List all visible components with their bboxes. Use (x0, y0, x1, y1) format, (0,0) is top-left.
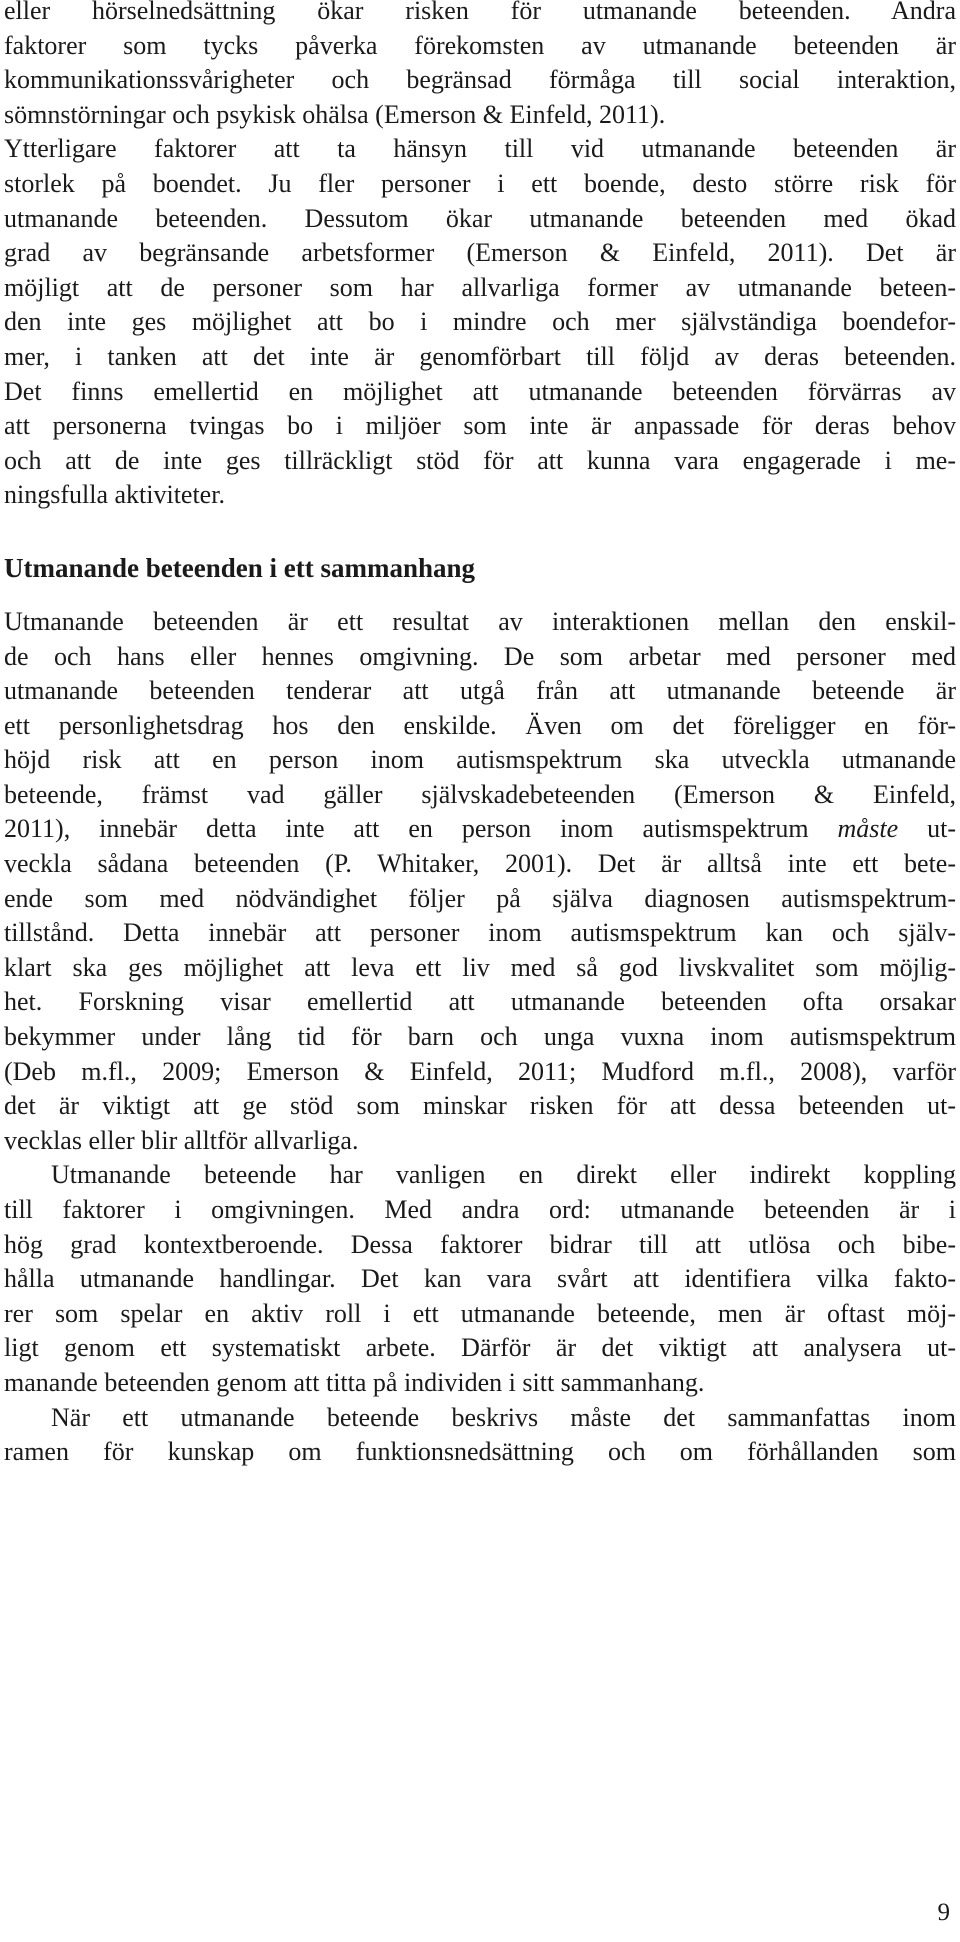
text-line: Utmanande beteende har vanligen en direkt eller indirekt koppling (51, 1160, 956, 1190)
document-page (4, 0, 956, 1470)
text-line: bekymmer under lång tid för barn och unga vuxna inom autismspektrum (4, 1022, 956, 1052)
text-line: sömnstörningar och psykisk ohälsa (Emerson & Einfeld, 2011). (4, 99, 666, 129)
text-line: höjd risk att en person inom autismspektrum ska utveckla utmanande (4, 745, 956, 775)
text-line: storlek på boendet. Ju fler personer i ett boende, desto större risk för (4, 168, 956, 198)
text-line: manande beteenden genom att titta på individen i sitt sammanhang. (4, 1367, 705, 1397)
text-line (4, 812, 956, 847)
paragraph-2 (4, 605, 956, 1159)
text-line: den inte ges möjlighet att bo i mindre och mer självständiga boendefor- (4, 307, 956, 337)
page-number: 9 (937, 1899, 950, 1926)
text-line: hålla utmanande handlingar. Det kan vara svårt att identifiera vilka fakto- (4, 1264, 956, 1294)
text-line: ningsfulla aktiviteter. (4, 480, 225, 510)
text-line: ende som med nödvändighet följer på själva diagnosen autismspektrum- (4, 883, 956, 913)
text-line: het. Forskning visar emellertid att utmanande beteenden ofta orsakar (4, 987, 956, 1017)
text-line: utmanande beteenden tenderar att utgå från att utmanande beteende är (4, 676, 956, 706)
text-line: beteende, främst vad gäller självskadebeteenden (Emerson & Einfeld, (4, 779, 956, 809)
text-line: att personerna tvingas bo i miljöer som inte är anpassade för deras behov (4, 411, 956, 441)
text-run: 2011), innebär detta inte att en person inom autismspektrum (4, 814, 838, 844)
paragraph-1 (4, 0, 956, 513)
text-line: utmanande beteenden. Dessutom ökar utmanande beteenden med ökad (4, 203, 956, 233)
text-line: ramen för kunskap om funktionsnedsättning och om förhållanden som (4, 1437, 956, 1467)
text-line: grad av begränsande arbetsformer (Emerson & Einfeld, 2011). Det är (4, 238, 956, 268)
paragraph-4 (4, 1401, 956, 1470)
emphasis: måste (837, 814, 899, 844)
text-line: rer som spelar en aktiv roll i ett utmanande beteende, men är oftast möj- (4, 1298, 956, 1328)
paragraph-3 (4, 1158, 956, 1400)
text-line: ett personlighetsdrag hos den enskilde. Även om det föreligger en för- (4, 710, 956, 740)
text-line: möjligt att de personer som har allvarliga former av utmanande beteen- (4, 272, 956, 302)
text-line: det är viktigt att ge stöd som minskar risken för att dessa beteenden ut- (4, 1091, 956, 1121)
text-line: Det finns emellertid en möjlighet att utmanande beteenden förvärras av (4, 376, 956, 406)
text-line: eller hörselnedsättning ökar risken för utmanande beteenden. Andra (4, 0, 956, 25)
text-run: ut- (898, 814, 956, 844)
text-line: Ytterligare faktorer att ta hänsyn till vid utmanande beteenden är (4, 134, 956, 164)
text-line: faktorer som tycks påverka förekomsten av utmanande beteenden är (4, 30, 956, 60)
text-line: När ett utmanande beteende beskrivs måste det sammanfattas inom (51, 1402, 956, 1432)
text-line: tillstånd. Detta innebär att personer inom autismspektrum kan och själv- (4, 918, 956, 948)
text-line: Utmanande beteenden är ett resultat av interaktionen mellan den enskil- (4, 606, 956, 636)
text-line: veckla sådana beteenden (P. Whitaker, 2001). Det är alltså inte ett bete- (4, 849, 956, 879)
text-line: (Deb m.fl., 2009; Emerson & Einfeld, 2011; Mudford m.fl., 2008), varför (4, 1056, 956, 1086)
text-line: mer, i tanken att det inte är genomförbart till följd av deras beteenden. (4, 341, 956, 371)
text-line: och att de inte ges tillräckligt stöd för att kunna vara engagerade i me- (4, 445, 956, 475)
text-line: klart ska ges möjlighet att leva ett liv med så god livskvalitet som möjlig- (4, 952, 956, 982)
text-line: till faktorer i omgivningen. Med andra ord: utmanande beteenden är i (4, 1195, 956, 1224)
text-line: ligt genom ett systematiskt arbete. Därför är det viktigt att analysera ut- (4, 1333, 956, 1363)
text-line: vecklas eller blir alltför allvarliga. (4, 1125, 359, 1155)
text-line: hög grad kontextberoende. Dessa faktorer bidrar till att utlösa och bibe- (4, 1229, 956, 1259)
text-line: kommunikationssvårigheter och begränsad förmåga till social interaktion, (4, 65, 956, 95)
text-line: de och hans eller hennes omgivning. De som arbetar med personer med (4, 641, 956, 671)
section-heading: Utmanande beteenden i ett sammanhang (4, 552, 476, 583)
